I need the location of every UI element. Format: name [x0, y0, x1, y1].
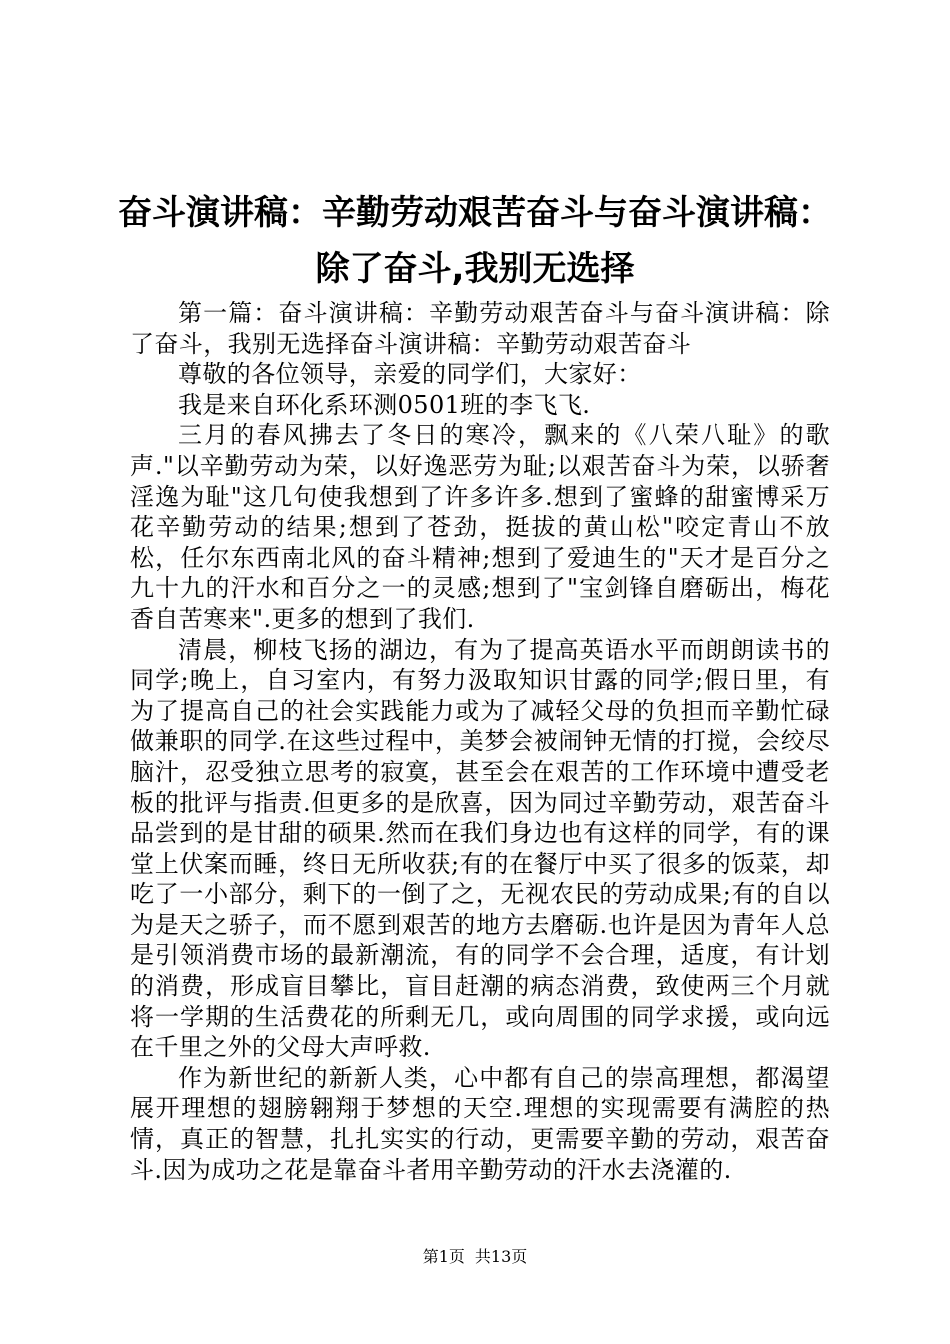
document-body — [130, 298, 830, 1185]
title-line-2: 除了奋斗,我别无选择 — [315, 249, 635, 289]
page-total: 共13页 — [474, 1247, 528, 1266]
paragraph: 三月的春风拂去了冬日的寒冷，飘来的《八荣八耻》的歌声."以辛勤劳动为荣，以好逸恶劳为耻;以艰苦奋斗为荣，以骄奢淫逸为耻"这几句使我想到了许多许多.想到了蜜蜂的甜蜜博采万花辛勤劳动的结果;想到了苍劲，挺拔的黄山松"咬定青山不放松，任尔东西南北风的奋斗精神;想到了爱迪生的"天才是百分之九十九的汗水和百分之一的灵感;想到了"宝剑锋自磨砺出，梅花香自苦寒来".更多的想到了我们. — [130, 421, 830, 633]
paragraph: 尊敬的各位领导，亲爱的同学们，大家好： — [178, 360, 642, 389]
paragraph: 清晨，柳枝飞扬的湖边，有为了提高英语水平而朗朗读书的同学;晚上，自习室内，有努力汲取知识甘露的同学;假日里，有为了提高自己的社会实践能力或为了减轻父母的负担而辛勤忙碌做兼职的同学.在这些过程中，美梦会被闹钟无情的打搅，会绞尽脑汁，忍受独立思考的寂寞，甚至会在艰苦的工作环境中遭受老板的批评与指责.但更多的是欣喜，因为同过辛勤劳动，艰苦奋斗品尝到的是甘甜的硕果.然而在我们身边也有这样的同学，有的课堂上伏案而睡，终日无所收获;有的在餐厅中买了很多的饭菜，却吃了一小部分，剩下的一倒了之，无视农民的劳动成果;有的自以为是天之骄子，而不愿到艰苦的地方去磨砺.也许是因为青年人总是引领消费市场的最新潮流，有的同学不会合理，适度，有计划的消费，形成盲目攀比，盲目赶潮的病态消费，致使两三个月就将一学期的生活费花的所剩无几，或向周围的同学求援，或向远在千里之外的父母大声呼救. — [130, 635, 830, 1062]
page-footer — [0, 1244, 950, 1267]
paragraph: 第一篇：奋斗演讲稿：辛勤劳动艰苦奋斗与奋斗演讲稿：除了奋斗，我别无选择奋斗演讲稿：辛勤劳动艰苦奋斗 — [130, 299, 830, 358]
title-line-1: 奋斗演讲稿：辛勤劳动艰苦奋斗与奋斗演讲稿： — [118, 193, 832, 233]
document-title — [110, 185, 840, 297]
page-number: 第1页 — [422, 1247, 465, 1266]
paragraph: 我是来自环化系环测0501班的李飞飞. — [178, 390, 591, 419]
paragraph: 作为新世纪的新新人类，心中都有自己的崇高理想，都渴望展开理想的翅膀翱翔于梦想的天空.理想的实现需要有满腔的热情，真正的智慧，扎扎实实的行动，更需要辛勤的劳动，艰苦奋斗.因为成功之花是靠奋斗者用辛勤劳动的汗水去浇灌的. — [130, 1063, 830, 1184]
